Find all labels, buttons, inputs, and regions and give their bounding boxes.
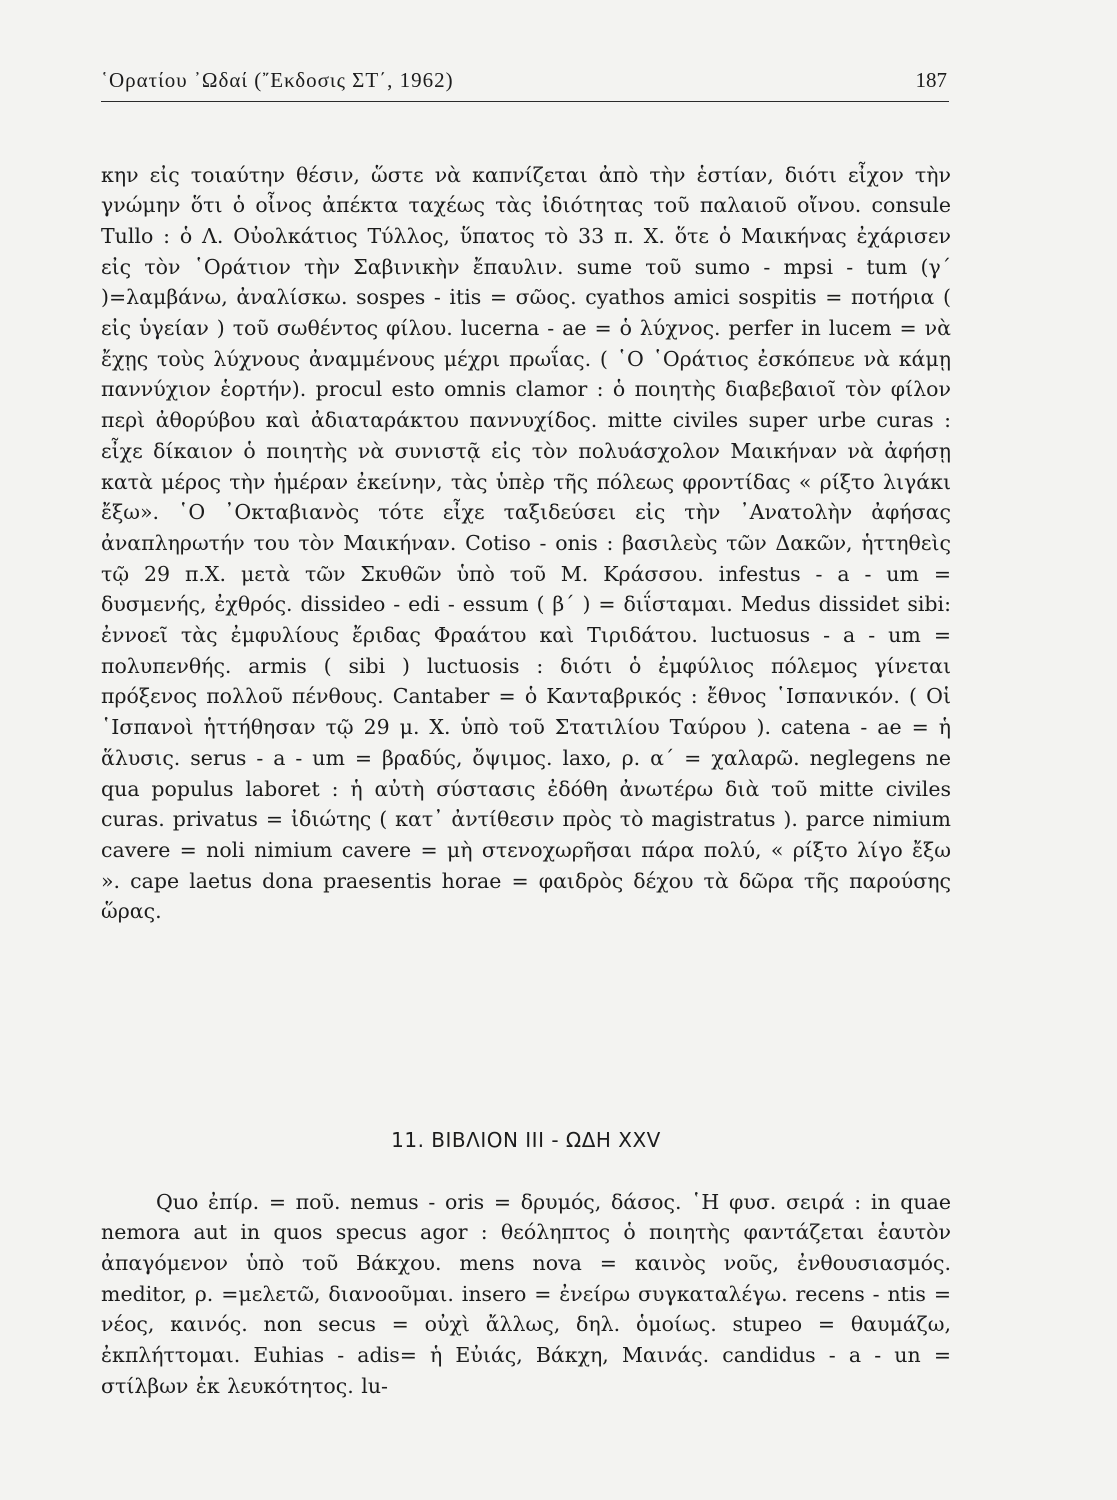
commentary-paragraph: κην εἰς τοιαύτην θέσιν, ὥστε νὰ καπνίζεται ἀπὸ τὴν ἑστίαν, διότι εἶχον τὴν γνώμην ὅτι ὁ οἶνος ἀπέκτα ταχέως τὰς ἰδιότητας τοῦ παλαιοῦ οἴνου. consule Tullo : ὁ Λ. Οὐολκάτιος Τύλλος, ὕπατος τὸ 33 π. Χ. ὅτε ὁ Μαικήνας ἐχάρισεν εἰς τὸν ῾Οράτιον τὴν Σαβινικὴν ἔπαυλιν. sume τοῦ sumo - mpsi - tum (γ΄ )=λαμβάνω, ἀναλίσκω. sospes - itis = σῶος. cyathos amici sospitis = ποτήρια ( εἰς ὑγείαν ) τοῦ σωθέντος φίλου. lucerna - ae = ὁ λύχνος. perfer in lucem = νὰ ἔχῃς τοὺς λύχνους ἀναμμένους μέχρι πρωΐας. ( ῾Ο ῾Οράτιος ἐσκόπευε νὰ κάμῃ παννύχιον ἑορτήν). procul esto omnis clamor : ὁ ποιητὴς διαβεβαιοῖ τὸν φίλον περὶ ἀθορύβου καὶ ἀδιαταράκτου παννυχίδος. mitte civiles super urbe curas : εἶχε δίκαιον ὁ ποιητὴς νὰ συνιστᾷ εἰς τὸν πολυάσχολον Μαικήναν νὰ ἀφήσῃ κατὰ μέρος τὴν ἡμέραν ἐκείνην, τὰς ὑπὲρ τῆς πόλεως φροντίδας « ρίξτο λιγάκι ἔξω». ῾Ο ᾽Οκταβιανὸς τότε εἶχε ταξιδεύσει εἰς τὴν ᾽Ανατολὴν ἀφήσας ἀναπληρωτήν του τὸν Μαικήναν. Cotiso - onis : βασιλεὺς τῶν Δακῶν, ἡττηθεὶς τῷ 29 π.Χ. μετὰ τῶν Σκυθῶν ὑπὸ τοῦ Μ. Κράσσου. infestus - a - um = δυσμενής, ἐχθρός. dissideo - edi - essum ( β΄ ) = διΐσταμαι. Medus dissidet sibi: ἐννοεῖ τὰς ἐμφυλίους ἔριδας Φραάτου καὶ Τιριδάτου. luctuosus - a - um = πολυπενθής. armis ( sibi ) luctuosis : διότι ὁ ἐμφύλιος πόλεμος γίνεται πρόξενος πολλοῦ πένθους. Cantaber = ὁ Κανταβρικός : ἔθνος ῾Ισπανικόν. ( Οἱ ῾Ισπανοὶ ἡττήθησαν τῷ 29 μ. Χ. ὑπὸ τοῦ Στατιλίου Ταύρου ). catena - ae = ἡ ἅλυσις. serus - a - um = βραδύς, ὄψιμος. laxo, ρ. α΄ = χαλαρῶ. neglegens ne qua populus laboret : ἡ αὐτὴ σύστασις ἐδόθη ἀνωτέρω διὰ τοῦ mitte civiles curas. privatus = ἰδιώτης ( κατ᾽ ἀντίθεσιν πρὸς τὸ magistratus ). parce nimium cavere = noli nimium cavere = μὴ στενοχωρῆσαι πάρα πολύ, « ρίξτο λίγο ἔξω ». cape laetus dona praesentis horae = φαιδρὸς δέχου τὰ δῶρα τῆς παρούσης ὥρας. bbox=[101, 162, 951, 924]
page-number: 187 bbox=[915, 68, 947, 92]
commentary-paragraph-2: Quo ἐπίρ. = ποῦ. nemus - oris = δρυμός, δάσος. ῾Η φυσ. σειρά : in quae nemora aut in quos specus agor : θεόληπτος ὁ ποιητὴς φαντάζεται ἑαυτὸν ἀπαγόμενον ὑπὸ τοῦ Βάκχου. mens nova = καινὸς νοῦς, ἐνθουσιασμός. meditor, ρ. =μελετῶ, διανοοῦμαι. insero = ἐνείρω συγκαταλέγω. recens - ntis = νέος, καινός. non secus = οὐχὶ ἄλλως, δηλ. ὁμοίως. stupeo = θαυμάζω, ἐκπλήττομαι. Euhias - adis= ἡ Εὐιάς, Βάκχη, Μαινάς. candidus - a - un = στίλβων ἐκ λευκότητος. lu- bbox=[101, 1189, 951, 1398]
running-header bbox=[101, 66, 951, 100]
running-header-title: ῾Ορατίου ᾽Ωδαί (῎Εκδοσις ΣΤ΄, 1962) bbox=[101, 68, 454, 92]
header-rule bbox=[101, 101, 949, 102]
section-heading: 11. ΒΙΒΛΙΟΝ ΙΙΙ - ΩΔΗ XXV bbox=[391, 1128, 661, 1152]
